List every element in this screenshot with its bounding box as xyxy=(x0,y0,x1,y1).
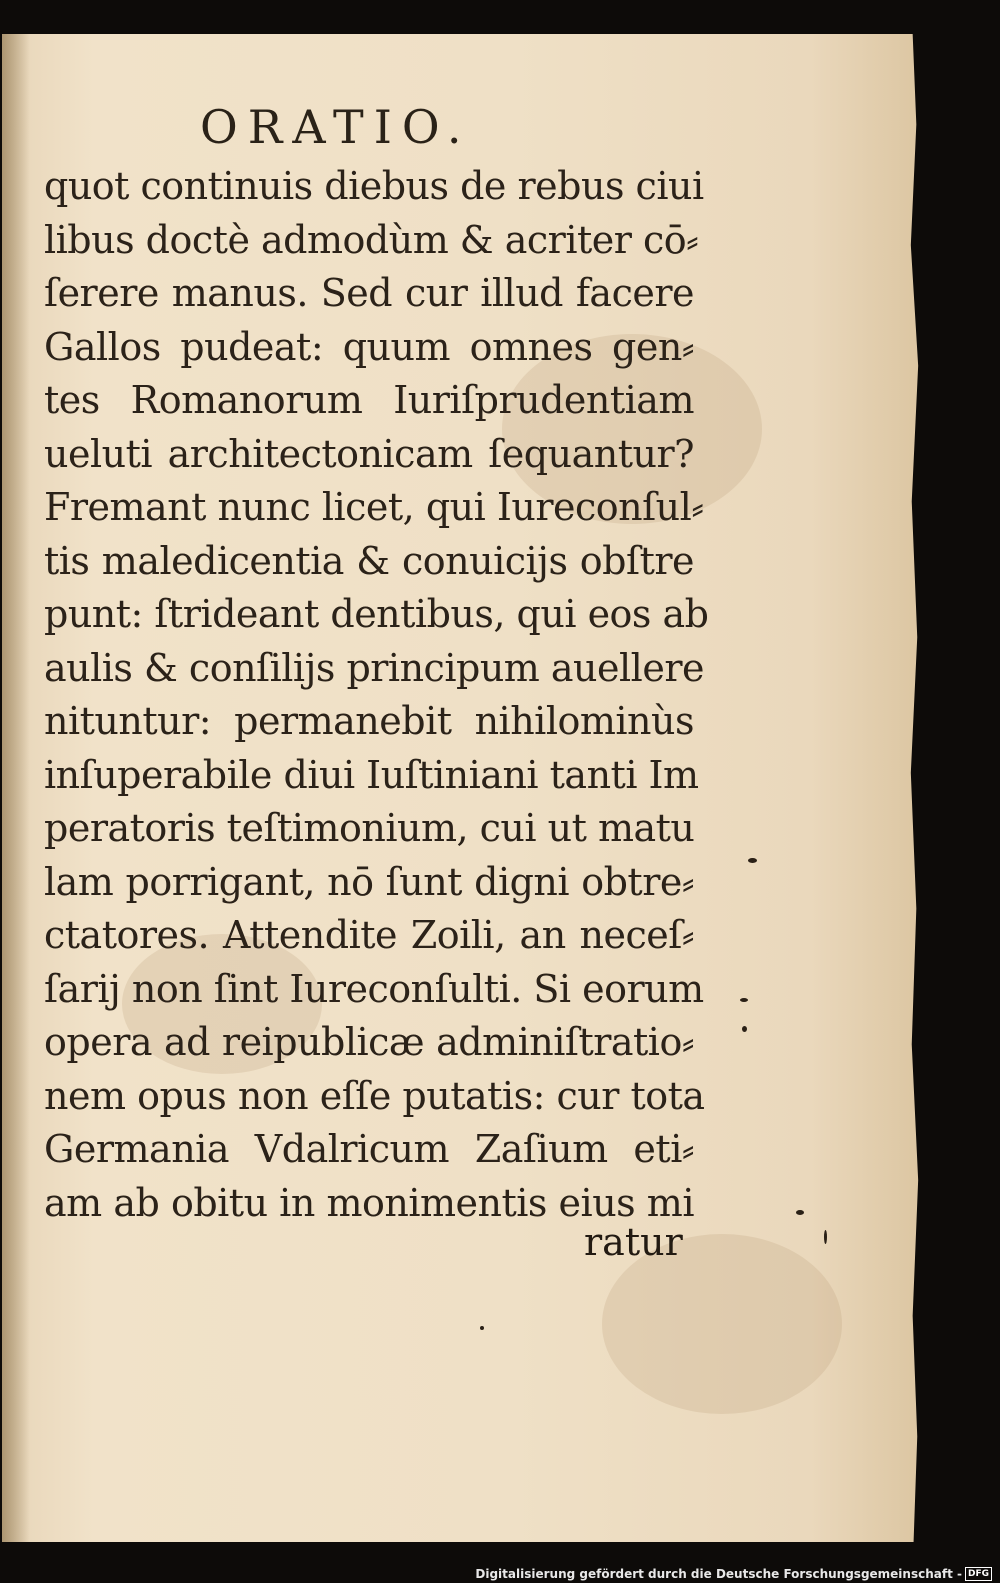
text-line: peratoris teſtimonium, cui ut matu xyxy=(44,806,695,850)
running-head: ORATIO. xyxy=(200,100,472,154)
text-line: nituntur: permanebit nihilominùs xyxy=(44,699,694,743)
text-line: ueluti architectonicam ſequantur? xyxy=(44,431,694,476)
text-line: quot continuis diebus de rebus ciui xyxy=(44,164,704,208)
text-line: am ab obitu in monimentis eius mi xyxy=(44,1180,694,1225)
text-block xyxy=(44,160,709,1230)
text-line: libus doctè admodùm & acriter cō⸗ xyxy=(44,217,699,262)
text-line: inſuperabile diui Iuſtiniani tanti Im xyxy=(44,752,699,797)
text-line: opera ad reipublicæ adminiſtratio⸗ xyxy=(44,1020,694,1064)
catchword: ratur xyxy=(584,1220,683,1264)
credit-text: Digitalisierung gefördert durch die Deutsche Forschungsgemeinschaft - xyxy=(475,1567,962,1581)
text-line: ſarij non ſint Iureconſulti. Si eorum xyxy=(44,966,704,1011)
text-line: ſerere manus. Sed cur illud facere xyxy=(44,271,694,315)
text-line: tis maledicentia & conuicijs obſtre xyxy=(44,538,694,583)
text-line: ctatores. Attendite Zoili, an neceſ⸗ xyxy=(44,913,694,957)
text-line: Gallos pudeat: quum omnes gen⸗ xyxy=(44,324,694,369)
text-line: aulis & conſilijs principum auellere xyxy=(44,645,704,690)
text-line: tes Romanorum Iuriſprudentiam xyxy=(44,378,694,422)
text-line: nem opus non eſſe putatis: cur tota xyxy=(44,1073,705,1118)
text-line: Fremant nunc licet, qui Iureconſul⸗ xyxy=(44,485,704,529)
digitization-credit xyxy=(475,1567,992,1581)
dfg-logo-icon: DFG xyxy=(965,1567,992,1581)
text-line: lam porrigant, nō ſunt digni obtre⸗ xyxy=(44,859,694,904)
text-line: punt: ſtrideant dentibus, qui eos ab xyxy=(44,592,709,636)
text-line: Germania Vdalricum Zaſium eti⸗ xyxy=(44,1127,694,1171)
